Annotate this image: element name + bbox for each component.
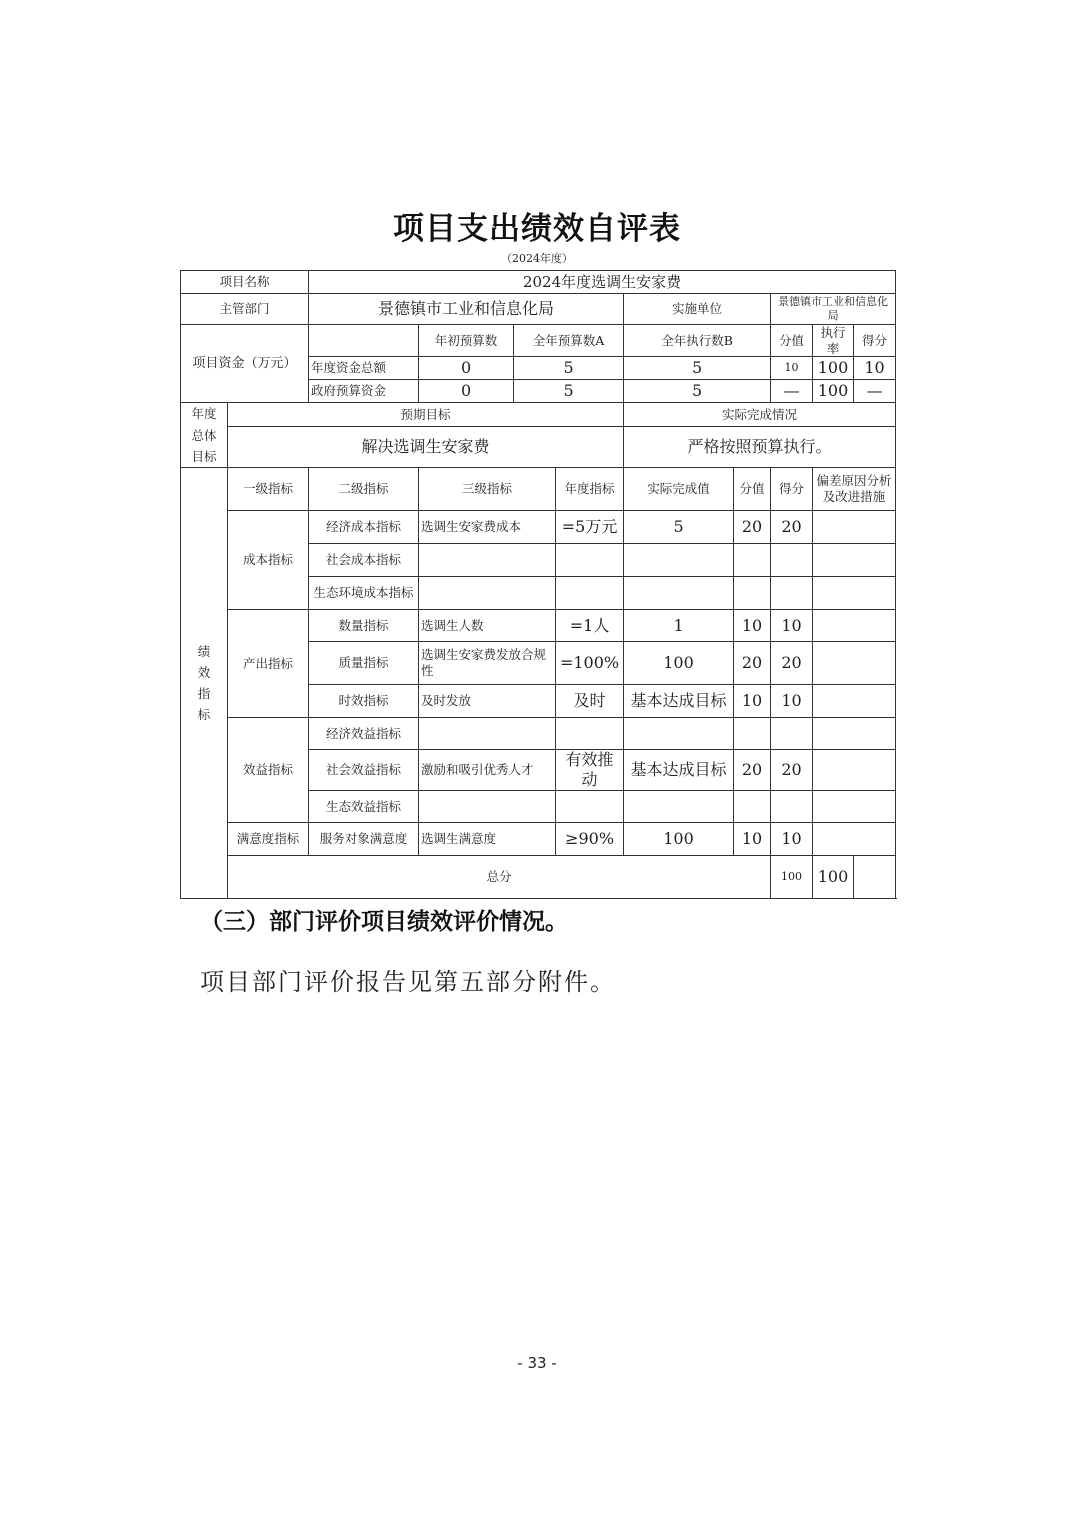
score: 20: [771, 750, 813, 791]
dept-label: 主管部门: [181, 294, 309, 325]
perf-header: 年度指标: [556, 468, 624, 511]
document-subtitle: （2024年度）: [501, 252, 573, 265]
total-row: [181, 856, 896, 899]
annual-target: [556, 791, 624, 823]
deviation-analysis: [813, 750, 896, 791]
page-number: - 33 -: [517, 1354, 557, 1372]
level2-indicator: 时效指标: [309, 685, 419, 718]
level3-indicator: 选调生满意度: [419, 823, 556, 856]
actual-value: 100: [624, 642, 734, 685]
score: [771, 718, 813, 750]
perf-header: 三级指标: [419, 468, 556, 511]
actual-label: 实际完成情况: [624, 403, 896, 427]
funds-cell: 5: [624, 380, 771, 403]
deviation-analysis: [813, 685, 896, 718]
funds-cell: 5: [624, 357, 771, 380]
score-weight: 20: [734, 642, 771, 685]
score: 20: [771, 642, 813, 685]
actual-value: [624, 791, 734, 823]
annual-target: [556, 544, 624, 577]
annual-target: =5万元: [556, 511, 624, 544]
score-weight: 10: [734, 685, 771, 718]
annual-target: ≥90%: [556, 823, 624, 856]
level2-indicator: 服务对象满意度: [309, 823, 419, 856]
impl-label: 实施单位: [624, 294, 771, 325]
level2-indicator: 质量指标: [309, 642, 419, 685]
actual-value: 基本达成目标: [624, 685, 734, 718]
funds-header: 执行率: [813, 325, 854, 357]
funds-header: 分值: [771, 325, 813, 357]
expected-label: 预期目标: [228, 403, 624, 427]
actual-value: [624, 577, 734, 610]
perf-header: 分值: [734, 468, 771, 511]
perf-label: 绩效指标: [181, 468, 228, 899]
score: 10: [771, 823, 813, 856]
level1-indicator: 满意度指标: [228, 823, 309, 856]
funds-header: 全年预算数A: [514, 325, 624, 357]
score: [771, 544, 813, 577]
funds-header: 全年执行数B: [624, 325, 771, 357]
funds-row-label: 年度资金总额: [309, 357, 419, 380]
deviation-analysis: [813, 544, 896, 577]
annual-target: [556, 718, 624, 750]
blank-cell: [309, 325, 419, 357]
deviation-analysis: [813, 577, 896, 610]
perf-header: 实际完成值: [624, 468, 734, 511]
level3-indicator: 选调生安家费发放合规性: [419, 642, 556, 685]
annual-target: 有效推动: [556, 750, 624, 791]
indicator-row: [181, 610, 896, 642]
funds-cell: 100: [813, 380, 854, 403]
annual-target: [556, 577, 624, 610]
impl-value: 景德镇市工业和信息化局: [771, 294, 896, 325]
level2-indicator: 社会效益指标: [309, 750, 419, 791]
body-paragraph: 项目部门评价报告见第五部分附件。: [200, 968, 616, 996]
score: 20: [771, 511, 813, 544]
perf-header: 偏差原因分析及改进措施: [813, 468, 896, 511]
score-weight: [734, 544, 771, 577]
project-name: 2024年度选调生安家费: [309, 271, 896, 294]
funds-cell: 5: [514, 380, 624, 403]
actual-value: 5: [624, 511, 734, 544]
funds-cell: —: [854, 380, 896, 403]
funds-label: 项目资金（万元）: [181, 325, 309, 403]
level3-indicator: [419, 718, 556, 750]
total-label: 总分: [228, 856, 771, 899]
total-blank: [854, 856, 896, 899]
funds-header: 得分: [854, 325, 896, 357]
perf-header: 二级指标: [309, 468, 419, 511]
actual-value: 1: [624, 610, 734, 642]
perf-header: 一级指标: [228, 468, 309, 511]
funds-header: 年初预算数: [419, 325, 514, 357]
level1-indicator: 效益指标: [228, 718, 309, 823]
funds-cell: 10: [854, 357, 896, 380]
actual-value: 100: [624, 823, 734, 856]
goal-label: 年度总体目标: [181, 403, 228, 468]
deviation-analysis: [813, 791, 896, 823]
funds-cell: 10: [771, 357, 813, 380]
indicator-row: [181, 511, 896, 544]
score-weight: 20: [734, 511, 771, 544]
deviation-analysis: [813, 511, 896, 544]
funds-cell: —: [771, 380, 813, 403]
indicator-row: [181, 823, 896, 856]
document-title: 项目支出绩效自评表: [393, 211, 681, 247]
level3-indicator: 选调生人数: [419, 610, 556, 642]
score-weight: [734, 577, 771, 610]
actual-value: [624, 718, 734, 750]
funds-row-label: 政府预算资金: [309, 380, 419, 403]
level2-indicator: 经济效益指标: [309, 718, 419, 750]
level3-indicator: [419, 577, 556, 610]
level3-indicator: [419, 544, 556, 577]
indicator-row: [181, 718, 896, 750]
annual-target: =100%: [556, 642, 624, 685]
funds-cell: 0: [419, 380, 514, 403]
section-heading: （三）部门评价项目绩效评价情况。: [200, 908, 568, 935]
deviation-analysis: [813, 823, 896, 856]
score-weight: 20: [734, 750, 771, 791]
score-weight: [734, 718, 771, 750]
deviation-analysis: [813, 610, 896, 642]
score-weight: [734, 791, 771, 823]
score-weight: 10: [734, 823, 771, 856]
deviation-analysis: [813, 642, 896, 685]
performance-table: [180, 270, 896, 899]
annual-target: 及时: [556, 685, 624, 718]
level3-indicator: 及时发放: [419, 685, 556, 718]
annual-target: =1人: [556, 610, 624, 642]
funds-cell: 5: [514, 357, 624, 380]
score: [771, 791, 813, 823]
level1-indicator: 成本指标: [228, 511, 309, 610]
expected-goal: 解决选调生安家费: [228, 427, 624, 468]
funds-cell: 100: [813, 357, 854, 380]
actual-value: 基本达成目标: [624, 750, 734, 791]
score: 10: [771, 610, 813, 642]
project-name-label: 项目名称: [181, 271, 309, 294]
perf-header: 得分: [771, 468, 813, 511]
deviation-analysis: [813, 718, 896, 750]
level2-indicator: 生态环境成本指标: [309, 577, 419, 610]
total-weight: 100: [771, 856, 813, 899]
level3-indicator: [419, 791, 556, 823]
total-score: 100: [813, 856, 854, 899]
score: 10: [771, 685, 813, 718]
actual-result: 严格按照预算执行。: [624, 427, 896, 468]
level2-indicator: 生态效益指标: [309, 791, 419, 823]
level1-indicator: 产出指标: [228, 610, 309, 718]
level2-indicator: 社会成本指标: [309, 544, 419, 577]
score-weight: 10: [734, 610, 771, 642]
level2-indicator: 数量指标: [309, 610, 419, 642]
funds-cell: 0: [419, 357, 514, 380]
dept-value: 景德镇市工业和信息化局: [309, 294, 624, 325]
level3-indicator: 选调生安家费成本: [419, 511, 556, 544]
actual-value: [624, 544, 734, 577]
score: [771, 577, 813, 610]
level2-indicator: 经济成本指标: [309, 511, 419, 544]
level3-indicator: 激励和吸引优秀人才: [419, 750, 556, 791]
